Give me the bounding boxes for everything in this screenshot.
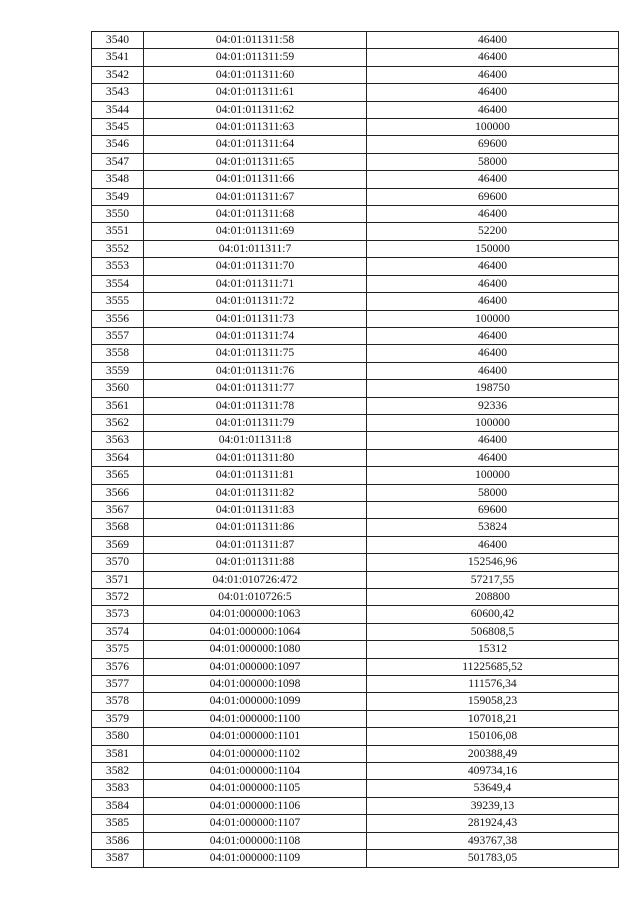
table-row <box>92 536 619 553</box>
cadastral-number-cell: 04:01:010726:472 <box>144 571 367 588</box>
table-row <box>92 623 619 640</box>
cadastral-number-cell: 04:01:011311:61 <box>144 84 367 101</box>
table-row <box>92 275 619 292</box>
row-number-cell: 3548 <box>92 171 144 188</box>
row-number-cell: 3549 <box>92 188 144 205</box>
cadastral-value-cell: 69600 <box>367 501 619 518</box>
row-number-cell: 3565 <box>92 467 144 484</box>
cadastral-number-cell: 04:01:000000:1106 <box>144 797 367 814</box>
table-row <box>92 380 619 397</box>
table-row <box>92 815 619 832</box>
cadastral-value-cell: 46400 <box>367 101 619 118</box>
cadastral-number-cell: 04:01:011311:73 <box>144 310 367 327</box>
row-number-cell: 3557 <box>92 327 144 344</box>
cadastral-value-cell: 46400 <box>367 171 619 188</box>
cadastral-number-cell: 04:01:000000:1097 <box>144 658 367 675</box>
row-number-cell: 3573 <box>92 606 144 623</box>
table-row <box>92 449 619 466</box>
row-number-cell: 3541 <box>92 49 144 66</box>
row-number-cell: 3547 <box>92 153 144 170</box>
cadastral-number-cell: 04:01:011311:82 <box>144 484 367 501</box>
table-row <box>92 693 619 710</box>
cadastral-value-cell: 150000 <box>367 240 619 257</box>
cadastral-number-cell: 04:01:011311:83 <box>144 501 367 518</box>
cadastral-value-cell: 506808,5 <box>367 623 619 640</box>
cadastral-number-cell: 04:01:011311:59 <box>144 49 367 66</box>
cadastral-number-cell: 04:01:000000:1108 <box>144 832 367 849</box>
cadastral-number-cell: 04:01:011311:70 <box>144 258 367 275</box>
table-row <box>92 850 619 867</box>
table-row <box>92 797 619 814</box>
table-row <box>92 66 619 83</box>
row-number-cell: 3544 <box>92 101 144 118</box>
table-row <box>92 432 619 449</box>
row-number-cell: 3587 <box>92 850 144 867</box>
cadastral-value-cell: 39239,13 <box>367 797 619 814</box>
cadastral-number-cell: 04:01:011311:80 <box>144 449 367 466</box>
row-number-cell: 3571 <box>92 571 144 588</box>
table-row <box>92 763 619 780</box>
cadastral-number-cell: 04:01:011311:74 <box>144 327 367 344</box>
cadastral-value-cell: 53824 <box>367 519 619 536</box>
table-body <box>92 32 619 868</box>
cadastral-number-cell: 04:01:000000:1064 <box>144 623 367 640</box>
cadastral-number-cell: 04:01:011311:60 <box>144 66 367 83</box>
table-row <box>92 101 619 118</box>
table-row <box>92 641 619 658</box>
cadastral-value-cell: 200388,49 <box>367 745 619 762</box>
row-number-cell: 3553 <box>92 258 144 275</box>
row-number-cell: 3567 <box>92 501 144 518</box>
table-row <box>92 397 619 414</box>
cadastral-number-cell: 04:01:011311:78 <box>144 397 367 414</box>
cadastral-number-cell: 04:01:011311:64 <box>144 136 367 153</box>
table-row <box>92 84 619 101</box>
cadastral-number-cell: 04:01:011311:75 <box>144 345 367 362</box>
row-number-cell: 3581 <box>92 745 144 762</box>
table-row <box>92 153 619 170</box>
cadastral-number-cell: 04:01:011311:72 <box>144 293 367 310</box>
cadastral-number-cell: 04:01:011311:88 <box>144 554 367 571</box>
table-row <box>92 240 619 257</box>
table-row <box>92 554 619 571</box>
table-row <box>92 223 619 240</box>
table-row <box>92 362 619 379</box>
cadastral-value-table <box>91 31 619 868</box>
cadastral-number-cell: 04:01:011311:69 <box>144 223 367 240</box>
cadastral-number-cell: 04:01:000000:1099 <box>144 693 367 710</box>
cadastral-value-cell: 60600,42 <box>367 606 619 623</box>
cadastral-value-cell: 58000 <box>367 153 619 170</box>
cadastral-value-cell: 409734,16 <box>367 763 619 780</box>
cadastral-number-cell: 04:01:011311:76 <box>144 362 367 379</box>
table-row <box>92 345 619 362</box>
cadastral-value-cell: 501783,05 <box>367 850 619 867</box>
row-number-cell: 3546 <box>92 136 144 153</box>
cadastral-value-cell: 46400 <box>367 536 619 553</box>
cadastral-value-cell: 46400 <box>367 327 619 344</box>
cadastral-value-cell: 150106,08 <box>367 728 619 745</box>
cadastral-value-cell: 46400 <box>367 206 619 223</box>
cadastral-number-cell: 04:01:000000:1100 <box>144 710 367 727</box>
table-row <box>92 119 619 136</box>
row-number-cell: 3555 <box>92 293 144 310</box>
cadastral-value-cell: 46400 <box>367 432 619 449</box>
row-number-cell: 3560 <box>92 380 144 397</box>
cadastral-value-cell: 46400 <box>367 32 619 49</box>
table-row <box>92 258 619 275</box>
cadastral-value-cell: 46400 <box>367 258 619 275</box>
cadastral-value-cell: 46400 <box>367 49 619 66</box>
cadastral-value-cell: 46400 <box>367 293 619 310</box>
row-number-cell: 3585 <box>92 815 144 832</box>
row-number-cell: 3552 <box>92 240 144 257</box>
row-number-cell: 3542 <box>92 66 144 83</box>
cadastral-value-cell: 46400 <box>367 66 619 83</box>
cadastral-number-cell: 04:01:000000:1101 <box>144 728 367 745</box>
cadastral-value-cell: 100000 <box>367 310 619 327</box>
cadastral-value-cell: 152546,96 <box>367 554 619 571</box>
row-number-cell: 3574 <box>92 623 144 640</box>
cadastral-number-cell: 04:01:000000:1080 <box>144 641 367 658</box>
table-row <box>92 589 619 606</box>
row-number-cell: 3559 <box>92 362 144 379</box>
cadastral-value-cell: 15312 <box>367 641 619 658</box>
row-number-cell: 3561 <box>92 397 144 414</box>
cadastral-value-cell: 281924,43 <box>367 815 619 832</box>
table-row <box>92 32 619 49</box>
table-row <box>92 188 619 205</box>
cadastral-number-cell: 04:01:011311:63 <box>144 119 367 136</box>
cadastral-value-cell: 100000 <box>367 467 619 484</box>
cadastral-number-cell: 04:01:011311:86 <box>144 519 367 536</box>
table-row <box>92 484 619 501</box>
cadastral-number-cell: 04:01:011311:79 <box>144 414 367 431</box>
cadastral-number-cell: 04:01:011311:58 <box>144 32 367 49</box>
row-number-cell: 3568 <box>92 519 144 536</box>
row-number-cell: 3583 <box>92 780 144 797</box>
table-row <box>92 519 619 536</box>
row-number-cell: 3579 <box>92 710 144 727</box>
cadastral-number-cell: 04:01:011311:81 <box>144 467 367 484</box>
cadastral-value-cell: 159058,23 <box>367 693 619 710</box>
cadastral-value-cell: 92336 <box>367 397 619 414</box>
cadastral-number-cell: 04:01:011311:87 <box>144 536 367 553</box>
cadastral-value-cell: 208800 <box>367 589 619 606</box>
cadastral-value-cell: 46400 <box>367 345 619 362</box>
cadastral-number-cell: 04:01:000000:1109 <box>144 850 367 867</box>
cadastral-number-cell: 04:01:011311:65 <box>144 153 367 170</box>
table-row <box>92 832 619 849</box>
row-number-cell: 3586 <box>92 832 144 849</box>
cadastral-value-cell: 69600 <box>367 136 619 153</box>
row-number-cell: 3582 <box>92 763 144 780</box>
cadastral-value-cell: 57217,55 <box>367 571 619 588</box>
cadastral-value-cell: 46400 <box>367 362 619 379</box>
table-row <box>92 745 619 762</box>
row-number-cell: 3545 <box>92 119 144 136</box>
cadastral-number-cell: 04:01:000000:1063 <box>144 606 367 623</box>
cadastral-number-cell: 04:01:011311:67 <box>144 188 367 205</box>
cadastral-value-cell: 493767,38 <box>367 832 619 849</box>
cadastral-value-cell: 107018,21 <box>367 710 619 727</box>
cadastral-number-cell: 04:01:011311:71 <box>144 275 367 292</box>
row-number-cell: 3563 <box>92 432 144 449</box>
row-number-cell: 3550 <box>92 206 144 223</box>
cadastral-number-cell: 04:01:000000:1102 <box>144 745 367 762</box>
cadastral-value-cell: 46400 <box>367 449 619 466</box>
cadastral-number-cell: 04:01:000000:1098 <box>144 676 367 693</box>
table-row <box>92 780 619 797</box>
cadastral-number-cell: 04:01:011311:8 <box>144 432 367 449</box>
row-number-cell: 3543 <box>92 84 144 101</box>
cadastral-value-cell: 100000 <box>367 119 619 136</box>
cadastral-number-cell: 04:01:011311:7 <box>144 240 367 257</box>
row-number-cell: 3578 <box>92 693 144 710</box>
cadastral-value-cell: 58000 <box>367 484 619 501</box>
row-number-cell: 3584 <box>92 797 144 814</box>
row-number-cell: 3572 <box>92 589 144 606</box>
cadastral-value-cell: 69600 <box>367 188 619 205</box>
row-number-cell: 3576 <box>92 658 144 675</box>
row-number-cell: 3558 <box>92 345 144 362</box>
table-row <box>92 467 619 484</box>
table-row <box>92 171 619 188</box>
table-row <box>92 606 619 623</box>
row-number-cell: 3570 <box>92 554 144 571</box>
table-row <box>92 293 619 310</box>
cadastral-number-cell: 04:01:000000:1104 <box>144 763 367 780</box>
table-row <box>92 206 619 223</box>
table-row <box>92 710 619 727</box>
row-number-cell: 3575 <box>92 641 144 658</box>
cadastral-value-cell: 46400 <box>367 84 619 101</box>
table-row <box>92 728 619 745</box>
row-number-cell: 3566 <box>92 484 144 501</box>
cadastral-value-cell: 52200 <box>367 223 619 240</box>
table-row <box>92 49 619 66</box>
table-row <box>92 571 619 588</box>
cadastral-value-cell: 111576,34 <box>367 676 619 693</box>
table-row <box>92 501 619 518</box>
cadastral-number-cell: 04:01:010726:5 <box>144 589 367 606</box>
cadastral-number-cell: 04:01:000000:1105 <box>144 780 367 797</box>
cadastral-number-cell: 04:01:011311:77 <box>144 380 367 397</box>
table-row <box>92 310 619 327</box>
cadastral-number-cell: 04:01:011311:66 <box>144 171 367 188</box>
cadastral-value-cell: 198750 <box>367 380 619 397</box>
cadastral-value-cell: 53649,4 <box>367 780 619 797</box>
row-number-cell: 3540 <box>92 32 144 49</box>
table-row <box>92 327 619 344</box>
table-row <box>92 658 619 675</box>
row-number-cell: 3551 <box>92 223 144 240</box>
table-row <box>92 136 619 153</box>
row-number-cell: 3564 <box>92 449 144 466</box>
row-number-cell: 3577 <box>92 676 144 693</box>
row-number-cell: 3556 <box>92 310 144 327</box>
row-number-cell: 3562 <box>92 414 144 431</box>
cadastral-number-cell: 04:01:011311:62 <box>144 101 367 118</box>
cadastral-number-cell: 04:01:000000:1107 <box>144 815 367 832</box>
cadastral-value-cell: 11225685,52 <box>367 658 619 675</box>
row-number-cell: 3580 <box>92 728 144 745</box>
cadastral-value-cell: 100000 <box>367 414 619 431</box>
table-row <box>92 414 619 431</box>
table-row <box>92 676 619 693</box>
cadastral-number-cell: 04:01:011311:68 <box>144 206 367 223</box>
row-number-cell: 3569 <box>92 536 144 553</box>
row-number-cell: 3554 <box>92 275 144 292</box>
cadastral-value-cell: 46400 <box>367 275 619 292</box>
